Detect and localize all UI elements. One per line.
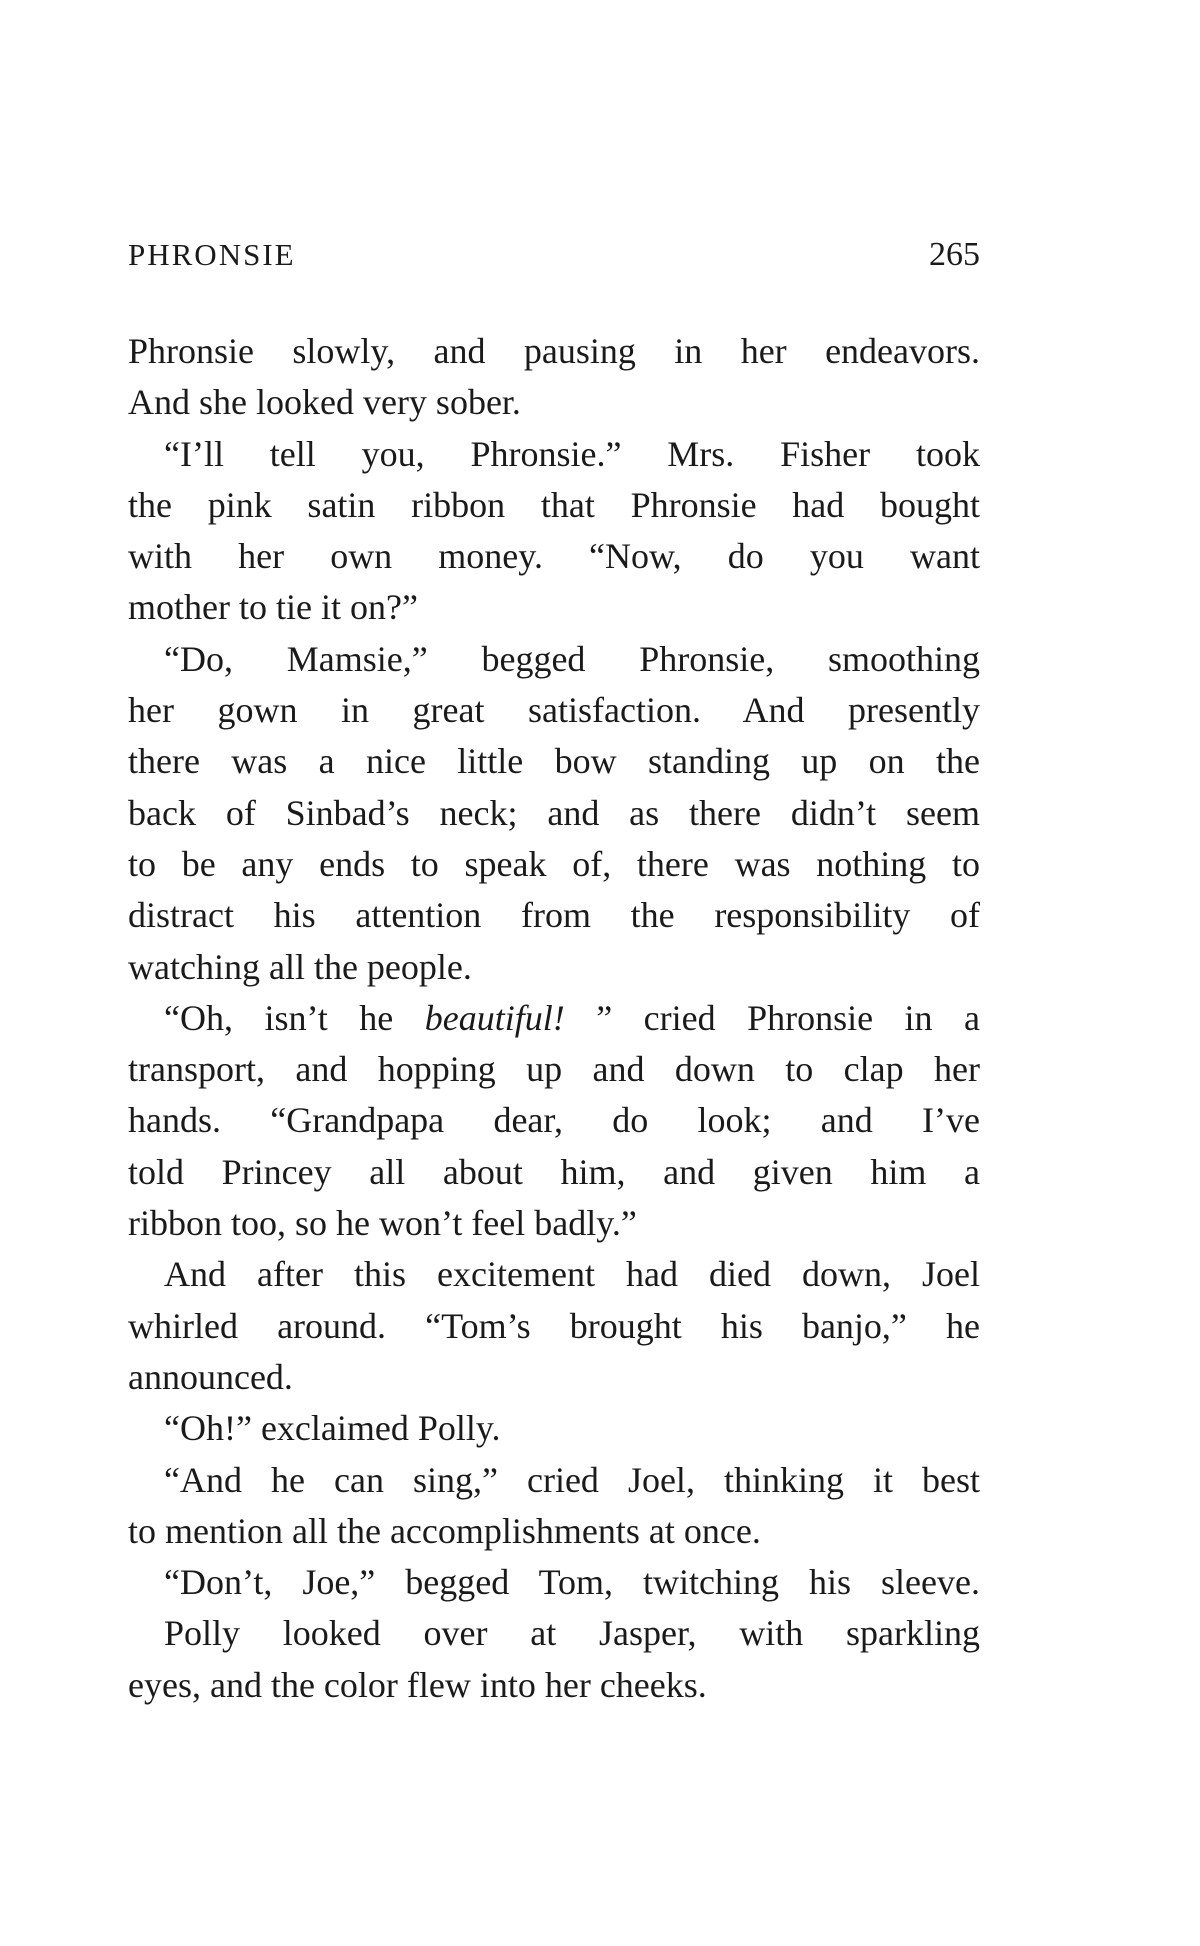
text-line: “I’ll tell you, Phronsie.” Mrs. Fisher took — [164, 433, 980, 474]
text-line: And she looked very sober. — [128, 382, 521, 423]
text-line: distract his attention from the responsibility of — [128, 895, 980, 936]
running-title: PHRONSIE — [128, 237, 296, 272]
text-line: announced. — [128, 1356, 293, 1397]
text-line: there was a nice little bow standing up on the — [128, 741, 980, 782]
italic-text: beautiful! — [424, 997, 565, 1038]
text-line: to be any ends to speak of, there was nothing to — [128, 843, 980, 884]
body-text — [128, 326, 980, 1711]
text-line: “Don’t, Joe,” begged Tom, twitching his sleeve. — [164, 1562, 980, 1603]
running-head — [128, 236, 980, 284]
text-line: Phronsie slowly, and pausing in her endeavors. — [128, 331, 980, 371]
text-line: “And he can sing,” cried Joel, thinking it best — [164, 1459, 980, 1500]
text-line: back of Sinbad’s neck; and as there didn’t seem — [128, 792, 980, 833]
text-line: to mention all the accomplishments at once. — [128, 1510, 761, 1551]
text-line: “Do, Mamsie,” begged Phronsie, smoothing — [164, 638, 980, 679]
text-line — [128, 993, 980, 1044]
text-line: hands. “Grandpapa dear, do look; and I’ve — [128, 1100, 980, 1141]
text-line: the pink satin ribbon that Phronsie had bought — [128, 484, 980, 525]
text-line: told Princey all about him, and given him a — [128, 1151, 980, 1192]
text-line: And after this excitement had died down, Joel — [164, 1254, 980, 1295]
text-line: whirled around. “Tom’s brought his banjo,” he — [128, 1305, 980, 1346]
text-line: Polly looked over at Jasper, with sparkling — [164, 1613, 980, 1654]
text-segment: “Oh, isn’t he — [164, 997, 425, 1038]
text-line: mother to tie it on?” — [128, 587, 418, 628]
text-line: watching all the people. — [128, 946, 472, 987]
text-line: her gown in great satisfaction. And presently — [128, 690, 980, 731]
text-segment: ” cried Phronsie in a — [564, 997, 980, 1038]
text-line: eyes, and the color flew into her cheeks. — [128, 1664, 707, 1705]
text-line: with her own money. “Now, do you want — [128, 536, 980, 577]
page-number: 265 — [929, 236, 980, 273]
text-line: “Oh!” exclaimed Polly. — [164, 1408, 501, 1449]
text-line: transport, and hopping up and down to clap her — [128, 1049, 980, 1090]
text-line: ribbon too, so he won’t feel badly.” — [128, 1203, 637, 1244]
